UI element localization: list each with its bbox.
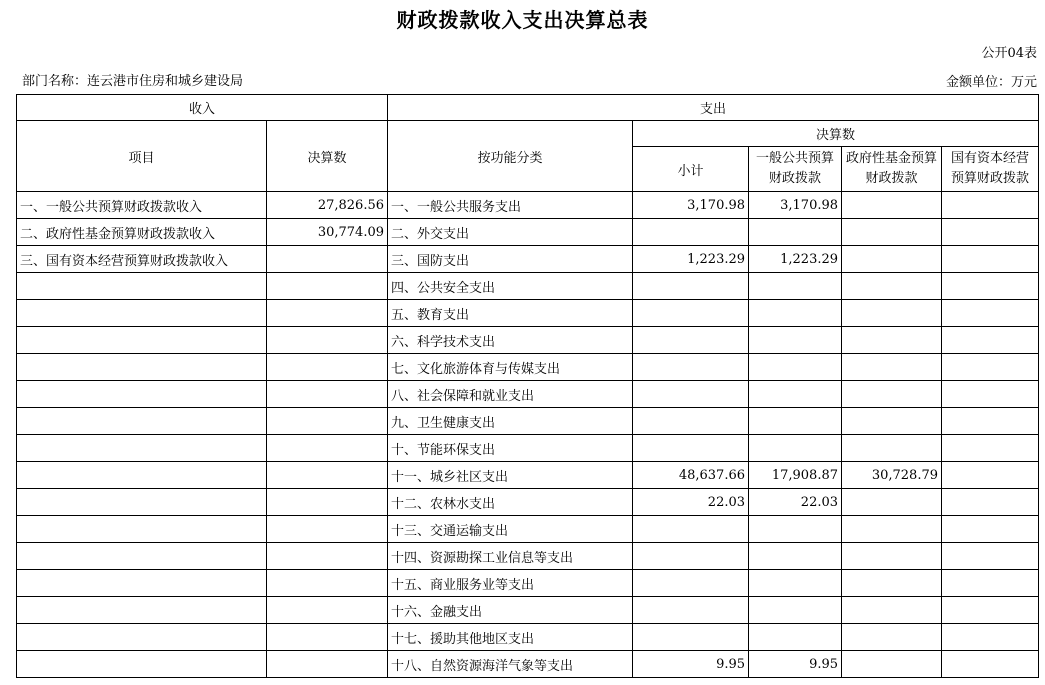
income-amount-cell <box>267 381 388 408</box>
state-capital-cell <box>942 192 1039 219</box>
table-row <box>17 192 1039 219</box>
state-capital-cell <box>942 597 1039 624</box>
form-number: 公开04表 <box>981 46 1037 61</box>
state-capital-cell <box>942 327 1039 354</box>
expense-item-cell: 十八、自然资源海洋气象等支出 <box>388 651 633 678</box>
income-item-cell <box>17 543 267 570</box>
gov-fund-cell <box>842 516 942 543</box>
page-title: 财政拨款收入支出决算总表 <box>396 8 649 32</box>
general-budget-cell <box>749 570 842 597</box>
state-capital-cell <box>942 489 1039 516</box>
table-row <box>17 597 1039 624</box>
income-item-cell <box>17 435 267 462</box>
expense-item-cell: 七、文化旅游体育与传媒支出 <box>388 354 633 381</box>
expense-item-cell: 三、国防支出 <box>388 246 633 273</box>
expense-item-cell: 二、外交支出 <box>388 219 633 246</box>
state-capital-cell <box>942 651 1039 678</box>
subtotal-cell <box>633 408 749 435</box>
subtotal-cell <box>633 354 749 381</box>
table-row <box>17 273 1039 300</box>
general-budget-cell <box>749 516 842 543</box>
state-capital-cell <box>942 300 1039 327</box>
income-header: 收入 <box>17 95 388 121</box>
expense-item-cell: 九、卫生健康支出 <box>388 408 633 435</box>
income-amount-cell <box>267 462 388 489</box>
income-item-cell <box>17 489 267 516</box>
gov-fund-cell <box>842 192 942 219</box>
subtotal-cell <box>633 435 749 462</box>
state-capital-cell <box>942 354 1039 381</box>
final-amount-group-header: 决算数 <box>633 121 1039 147</box>
general-budget-cell <box>749 381 842 408</box>
by-function-header: 按功能分类 <box>388 121 633 192</box>
income-amount-cell <box>267 273 388 300</box>
state-capital-cell <box>942 381 1039 408</box>
income-item-cell: 一、一般公共预算财政拨款收入 <box>17 192 267 219</box>
table-row <box>17 381 1039 408</box>
subtotal-cell <box>633 624 749 651</box>
subtotal-cell: 22.03 <box>633 489 749 516</box>
general-budget-cell: 17,908.87 <box>749 462 842 489</box>
table-row <box>17 246 1039 273</box>
income-item-cell <box>17 651 267 678</box>
expense-item-cell: 六、科学技术支出 <box>388 327 633 354</box>
subtotal-cell <box>633 381 749 408</box>
table-row <box>17 354 1039 381</box>
income-amount-cell <box>267 489 388 516</box>
gov-fund-cell <box>842 570 942 597</box>
table-row <box>17 516 1039 543</box>
item-header: 项目 <box>17 121 267 192</box>
expense-item-cell: 十、节能环保支出 <box>388 435 633 462</box>
income-amount-cell <box>267 408 388 435</box>
subtotal-cell: 48,637.66 <box>633 462 749 489</box>
general-budget-cell: 3,170.98 <box>749 192 842 219</box>
expense-item-cell: 五、教育支出 <box>388 300 633 327</box>
general-budget-cell <box>749 273 842 300</box>
income-amount-cell <box>267 516 388 543</box>
income-item-cell: 二、政府性基金预算财政拨款收入 <box>17 219 267 246</box>
income-amount-cell: 30,774.09 <box>267 219 388 246</box>
state-capital-cell <box>942 543 1039 570</box>
income-amount-cell <box>267 246 388 273</box>
table-row <box>17 489 1039 516</box>
income-amount-cell <box>267 570 388 597</box>
gov-fund-header: 政府性基金预算财政拨款 <box>842 147 942 192</box>
general-budget-cell: 1,223.29 <box>749 246 842 273</box>
income-amount-cell <box>267 300 388 327</box>
state-capital-cell <box>942 516 1039 543</box>
income-amount-cell <box>267 354 388 381</box>
income-amount-cell <box>267 624 388 651</box>
expense-item-cell: 四、公共安全支出 <box>388 273 633 300</box>
income-item-cell <box>17 381 267 408</box>
expense-item-cell: 十三、交通运输支出 <box>388 516 633 543</box>
state-capital-header: 国有资本经营预算财政拨款 <box>942 147 1039 192</box>
income-item-cell <box>17 597 267 624</box>
general-budget-cell: 22.03 <box>749 489 842 516</box>
subtotal-cell: 1,223.29 <box>633 246 749 273</box>
subtotal-cell <box>633 543 749 570</box>
income-amount-cell <box>267 543 388 570</box>
gov-fund-cell <box>842 354 942 381</box>
general-budget-cell <box>749 624 842 651</box>
department-name: 部门名称：连云港市住房和城乡建设局 <box>22 74 244 89</box>
table-row <box>17 543 1039 570</box>
general-budget-cell <box>749 435 842 462</box>
subtotal-cell <box>633 597 749 624</box>
table-row <box>17 219 1039 246</box>
general-budget-cell <box>749 354 842 381</box>
subtotal-cell <box>633 300 749 327</box>
subtotal-cell <box>633 327 749 354</box>
expense-item-cell: 十四、资源勘探工业信息等支出 <box>388 543 633 570</box>
table-row <box>17 462 1039 489</box>
subtotal-cell <box>633 219 749 246</box>
expense-item-cell: 十二、农林水支出 <box>388 489 633 516</box>
income-item-cell <box>17 273 267 300</box>
expense-item-cell: 十一、城乡社区支出 <box>388 462 633 489</box>
general-budget-cell <box>749 408 842 435</box>
income-amount-cell <box>267 327 388 354</box>
subtotal-cell <box>633 516 749 543</box>
income-item-cell <box>17 408 267 435</box>
table-row <box>17 327 1039 354</box>
income-item-cell <box>17 570 267 597</box>
income-item-cell <box>17 624 267 651</box>
general-budget-cell: 9.95 <box>749 651 842 678</box>
gov-fund-cell <box>842 219 942 246</box>
state-capital-cell <box>942 219 1039 246</box>
income-amount-cell <box>267 435 388 462</box>
table-row <box>17 570 1039 597</box>
expense-header: 支出 <box>388 95 1039 121</box>
state-capital-cell <box>942 435 1039 462</box>
general-budget-header: 一般公共预算财政拨款 <box>749 147 842 192</box>
gov-fund-cell <box>842 381 942 408</box>
table-row <box>17 408 1039 435</box>
gov-fund-cell <box>842 300 942 327</box>
final-amount-header: 决算数 <box>267 121 388 192</box>
table-row <box>17 300 1039 327</box>
subtotal-cell: 3,170.98 <box>633 192 749 219</box>
income-item-cell <box>17 462 267 489</box>
state-capital-cell <box>942 462 1039 489</box>
income-item-cell <box>17 516 267 543</box>
subtotal-cell <box>633 570 749 597</box>
general-budget-cell <box>749 219 842 246</box>
state-capital-cell <box>942 408 1039 435</box>
expense-item-cell: 十五、商业服务业等支出 <box>388 570 633 597</box>
state-capital-cell <box>942 570 1039 597</box>
state-capital-cell <box>942 273 1039 300</box>
expense-item-cell: 十六、金融支出 <box>388 597 633 624</box>
state-capital-cell <box>942 246 1039 273</box>
subtotal-cell: 9.95 <box>633 651 749 678</box>
income-amount-cell: 27,826.56 <box>267 192 388 219</box>
gov-fund-cell <box>842 597 942 624</box>
table-row <box>17 435 1039 462</box>
gov-fund-cell <box>842 543 942 570</box>
expense-item-cell: 八、社会保障和就业支出 <box>388 381 633 408</box>
gov-fund-cell <box>842 246 942 273</box>
amount-unit: 金额单位：万元 <box>945 75 1037 90</box>
gov-fund-cell <box>842 435 942 462</box>
table-row <box>17 651 1039 678</box>
general-budget-cell <box>749 543 842 570</box>
income-amount-cell <box>267 651 388 678</box>
income-item-cell: 三、国有资本经营预算财政拨款收入 <box>17 246 267 273</box>
state-capital-cell <box>942 624 1039 651</box>
budget-table <box>16 94 1039 678</box>
gov-fund-cell <box>842 327 942 354</box>
gov-fund-cell <box>842 651 942 678</box>
gov-fund-cell: 30,728.79 <box>842 462 942 489</box>
income-amount-cell <box>267 597 388 624</box>
income-item-cell <box>17 354 267 381</box>
table-row <box>17 624 1039 651</box>
gov-fund-cell <box>842 624 942 651</box>
general-budget-cell <box>749 300 842 327</box>
income-item-cell <box>17 327 267 354</box>
subtotal-cell <box>633 273 749 300</box>
general-budget-cell <box>749 597 842 624</box>
expense-item-cell: 十七、援助其他地区支出 <box>388 624 633 651</box>
gov-fund-cell <box>842 408 942 435</box>
expense-item-cell: 一、一般公共服务支出 <box>388 192 633 219</box>
subtotal-header: 小计 <box>633 147 749 192</box>
income-item-cell <box>17 300 267 327</box>
gov-fund-cell <box>842 273 942 300</box>
gov-fund-cell <box>842 489 942 516</box>
general-budget-cell <box>749 327 842 354</box>
